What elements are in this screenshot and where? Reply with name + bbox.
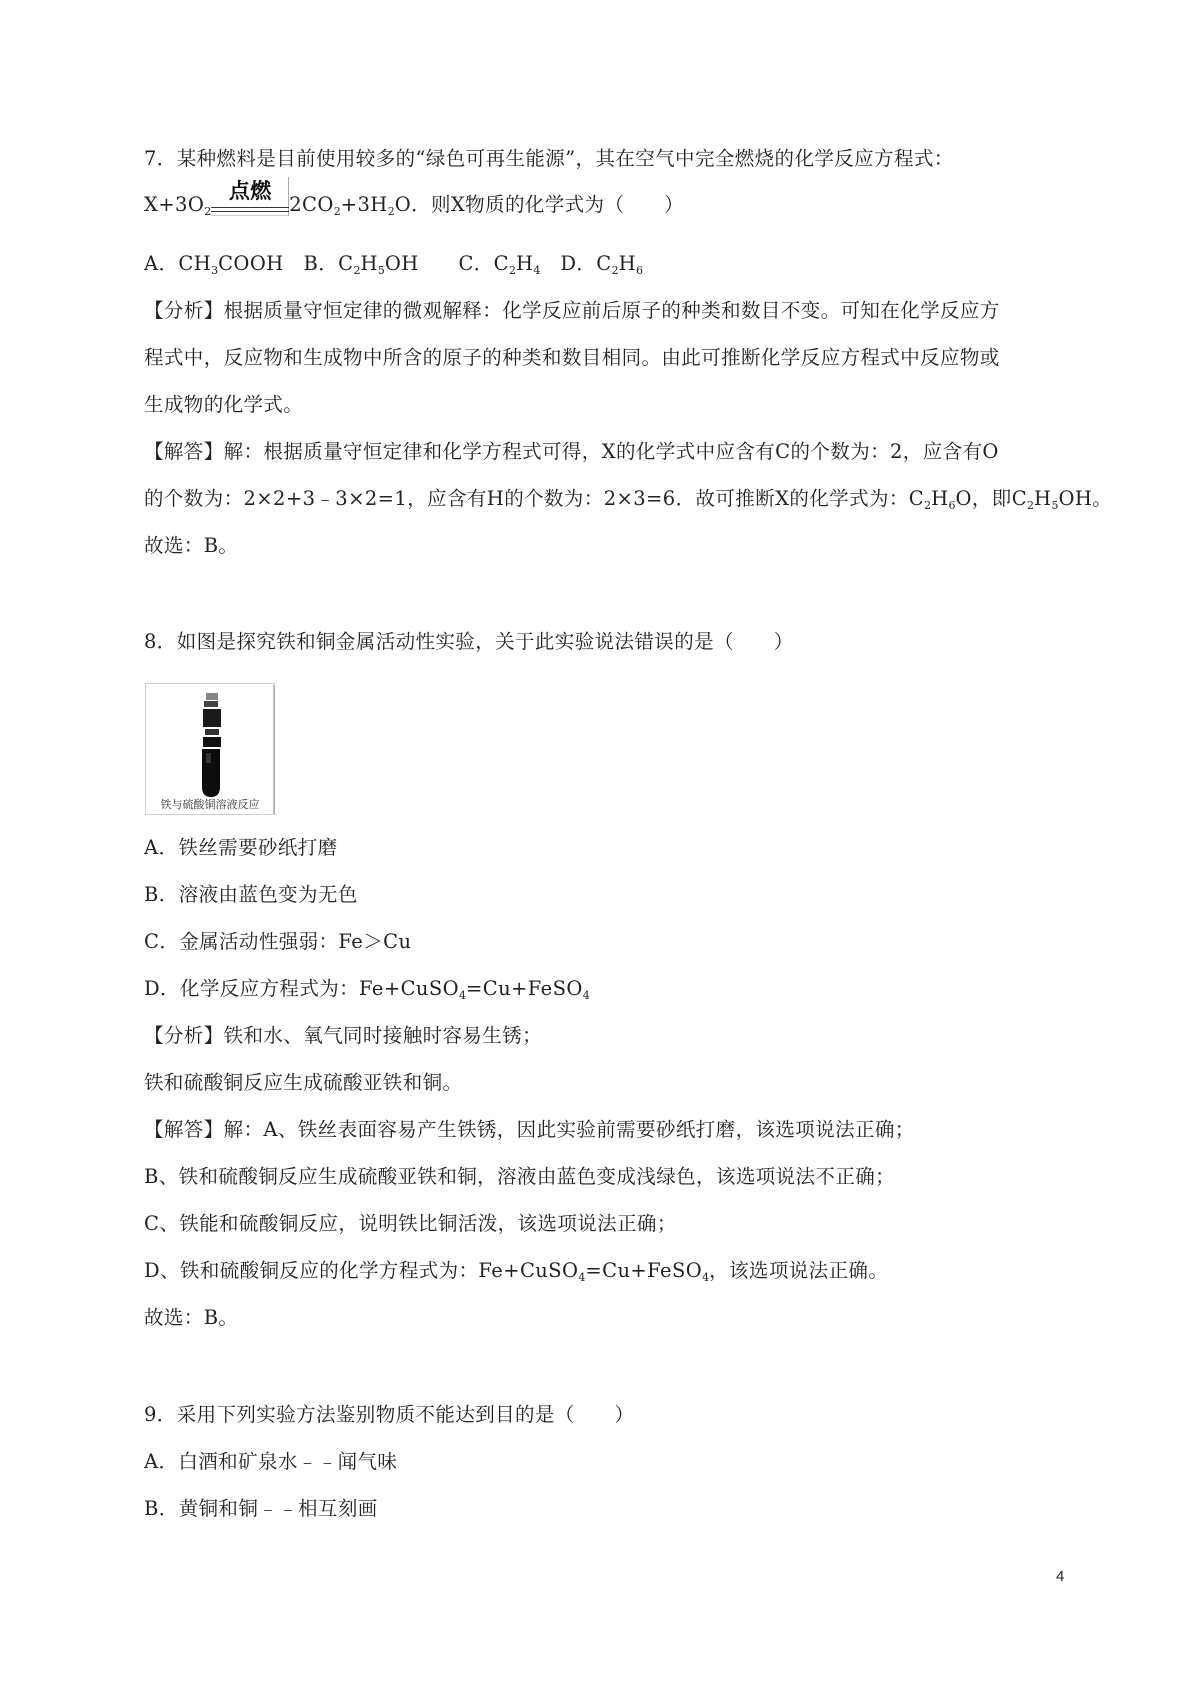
q9-stem: 9．采用下列实验方法鉴别物质不能达到目的是（ ） <box>144 1403 635 1426</box>
q8-stem: 8．如图是探究铁和铜金属活动性实验，关于此实验说法错误的是（ ） <box>144 630 794 653</box>
q7-options <box>144 250 643 285</box>
page-number: 4 <box>1056 1568 1065 1585</box>
sub: 2 <box>924 499 932 512</box>
q7-analysis-line-3: 生成物的化学式。 <box>144 393 304 416</box>
q8-analysis-line-2: 铁和硫酸铜反应生成硫酸亚铁和铜。 <box>144 1071 463 1094</box>
eq-product-1: 2CO <box>289 193 334 216</box>
q7-stem: 7．某种燃料是目前使用较多的“绿色可再生能源”，其在空气中完全燃烧的化学反应方程式： <box>144 147 954 170</box>
answer-text: H <box>1034 487 1052 510</box>
option-text: =Cu+FeSO <box>466 977 583 1000</box>
sub: 5 <box>377 264 385 277</box>
sub: 6 <box>948 499 956 512</box>
option-text: D．C <box>540 252 612 275</box>
q7-choice: 故选：B。 <box>144 534 239 557</box>
q9-option-a: A．白酒和矿泉水﹣﹣闻气味 <box>144 1450 398 1473</box>
experiment-figure <box>145 683 275 815</box>
sub: 2 <box>1027 499 1035 512</box>
q8-answer-line-1: 【解答】解：A、铁丝表面容易产生铁锈，因此实验前需要砂纸打磨，该选项说法正确； <box>144 1118 915 1141</box>
sub: 5 <box>1051 499 1059 512</box>
q8-answer-line-4 <box>144 1257 888 1292</box>
q8-answer-line-2: B、铁和硫酸铜反应生成硫酸亚铁和铜，溶液由蓝色变成浅绿色，该选项说法不正确； <box>144 1165 896 1188</box>
sub: 4 <box>578 1271 586 1284</box>
q8-choice: 故选：B。 <box>144 1306 239 1329</box>
sub: 4 <box>459 989 467 1002</box>
q7-analysis-line-2: 程式中，反应物和生成物中所含的原子的种类和数目相同。由此可推断化学反应方程式中反应物或 <box>144 346 1000 369</box>
sub: 4 <box>702 1271 710 1284</box>
q8-answer-line-3: C、铁能和硫酸铜反应，说明铁比铜活泼，该选项说法正确； <box>144 1212 677 1235</box>
double-line-bottom <box>211 211 289 212</box>
option-text: H <box>360 252 378 275</box>
sub: 4 <box>533 264 541 277</box>
eq-sub: 2 <box>333 205 341 218</box>
sub: 6 <box>635 264 643 277</box>
option-text: A．CH <box>144 252 212 275</box>
q9-option-b: B．黄铜和铜﹣﹣相互刻画 <box>144 1497 378 1520</box>
q7-answer-line-2 <box>144 485 1112 520</box>
option-text: COOH B．C <box>218 252 354 275</box>
answer-text: ，该选项说法正确。 <box>709 1259 889 1282</box>
sub: 2 <box>509 264 517 277</box>
eq-sub: 2 <box>387 205 395 218</box>
sub: 2 <box>611 264 619 277</box>
sub: 3 <box>211 264 219 277</box>
sub: 4 <box>582 989 590 1002</box>
q8-option-a: A．铁丝需要砂纸打磨 <box>144 836 338 859</box>
answer-text: H <box>931 487 949 510</box>
q7-equation <box>144 179 685 226</box>
eq-product-2: +3H <box>340 193 388 216</box>
q8-option-b: B．溶液由蓝色变为无色 <box>144 883 358 906</box>
q7-answer-line-1: 【解答】解：根据质量守恒定律和化学方程式可得，X的化学式中应含有C的个数为：2，应含有O <box>144 440 999 463</box>
option-text: H <box>618 252 636 275</box>
q7-analysis-line-1: 【分析】根据质量守恒定律的微观解释：化学反应前后原子的种类和数目不变。可知在化学反应方 <box>144 299 1000 322</box>
test-tube-image <box>145 683 275 815</box>
eq-reactants: X+3O <box>144 193 205 216</box>
q8-analysis-line-1: 【分析】铁和水、氧气同时接触时容易生锈； <box>144 1024 543 1047</box>
option-text: OH C．C <box>384 252 510 275</box>
answer-text: O，即C <box>955 487 1028 510</box>
double-line-top <box>211 207 289 208</box>
option-text: D．化学反应方程式为：Fe+CuSO <box>144 977 460 1000</box>
eq-question: O．则X物质的化学式为（ ） <box>394 193 685 216</box>
eq-sub: 2 <box>204 205 212 218</box>
reaction-condition: 点燃 <box>228 179 272 203</box>
option-text: H <box>516 252 534 275</box>
answer-text: OH。 <box>1058 487 1113 510</box>
figure-caption: 铁与硫酸铜溶液反应 <box>160 798 260 811</box>
reaction-condition-arrow <box>211 179 289 219</box>
sub: 2 <box>353 264 361 277</box>
answer-text: =Cu+FeSO <box>585 1259 703 1282</box>
answer-text: D、铁和硫酸铜反应的化学方程式为：Fe+CuSO <box>144 1259 579 1282</box>
q8-option-d <box>144 975 590 1010</box>
answer-text: 的个数为：2×2+3﹣3×2=1，应含有H的个数为：2×3=6．故可推断X的化学式为：C <box>144 487 925 510</box>
q8-option-c: C．金属活动性强弱：Fe＞Cu <box>144 930 412 953</box>
